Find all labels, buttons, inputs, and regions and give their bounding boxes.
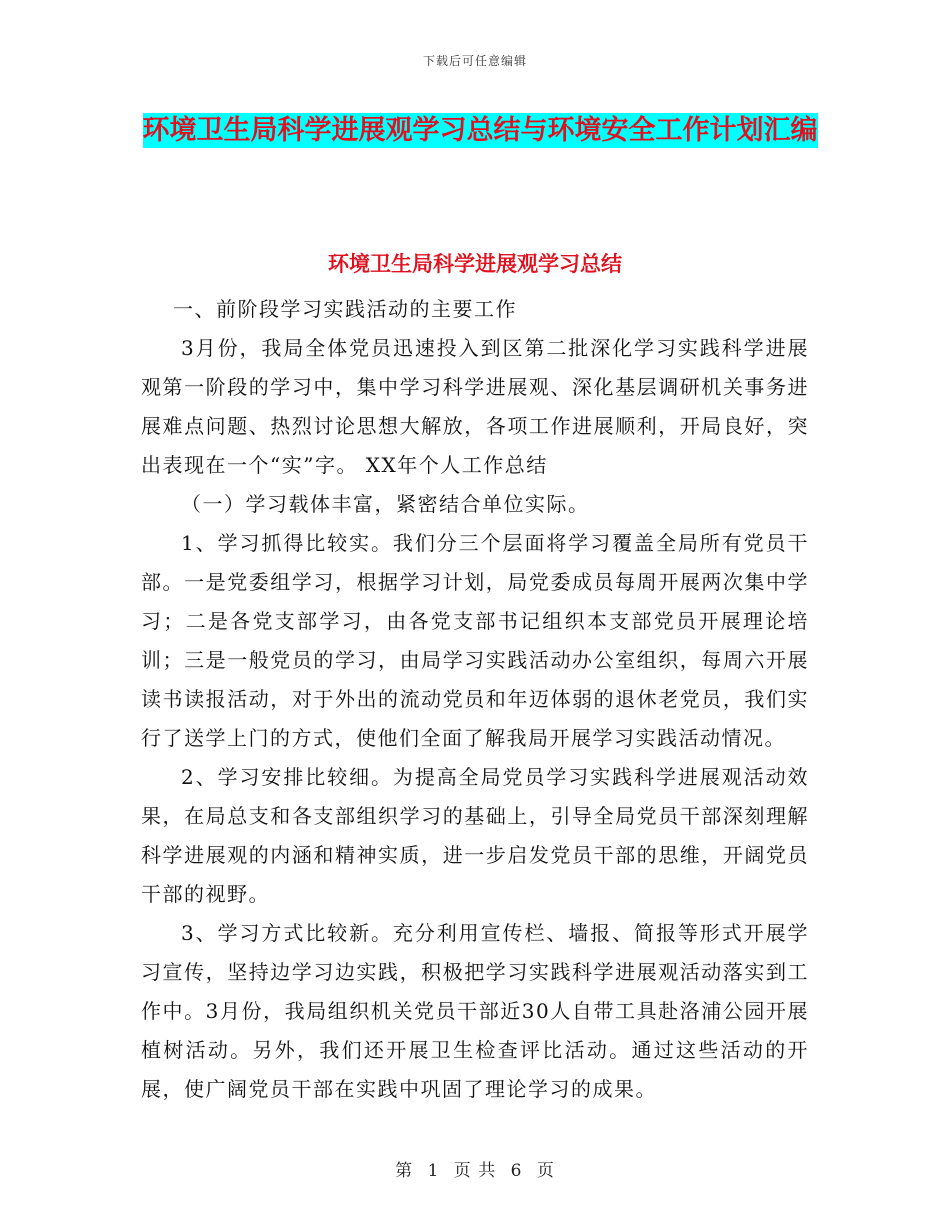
page-header-note: 下载后可任意编辑 xyxy=(422,54,527,68)
page-footer xyxy=(0,1156,950,1181)
paragraph-heading: 一、前阶段学习实践活动的主要工作 xyxy=(173,297,517,321)
paragraph: 3、学习方式比较新。充分利用宣传栏、墙报、简报等形式开展学习宣传，坚持边学习边实践，积极把学习实践科学进展观活动落实到工作中。3月份，我局组织机关党员干部近30人自带工具赴洛浦公园开展植树活动。另外，我们还开展卫生检查评比活动。通过这些活动的开展，使广阔党员干部在实践中巩固了理论学习的成果。 xyxy=(141,921,809,1101)
footer-middle: 页 共 xyxy=(453,1161,497,1181)
footer-prefix: 第 xyxy=(395,1161,414,1181)
footer-total-pages: 6 xyxy=(510,1161,523,1181)
document-body xyxy=(141,290,809,1109)
section-title: 环境卫生局科学进展观学习总结 xyxy=(328,252,622,276)
paragraph: 2、学习安排比较细。为提高全局党员学习实践科学进展观活动效果，在局总支和各支部组织学习的基础上，引导全局党员干部深刻理解科学进展观的内涵和精神实质，进一步启发党员干部的思维，开阔党员干部的视野。 xyxy=(141,765,809,906)
document-title xyxy=(140,108,820,154)
footer-suffix: 页 xyxy=(536,1161,555,1181)
paragraph: 3月份，我局全体党员迅速投入到区第二批深化学习实践科学进展观第一阶段的学习中，集中学习科学进展观、深化基层调研机关事务进展难点问题、热烈讨论思想大解放，各项工作进展顺利，开局良好，突出表现在一个“实”字。 XX年个人工作总结 xyxy=(141,336,809,477)
footer-page-number: 1 xyxy=(427,1161,440,1181)
paragraph: 1、学习抓得比较实。我们分三个层面将学习覆盖全局所有党员干部。一是党委组学习，根据学习计划，局党委成员每周开展两次集中学习；二是各党支部学习，由各党支部书记组织本支部党员开展理论培训；三是一般党员的学习，由局学习实践活动办公室组织，每周六开展读书读报活动，对于外出的流动党员和年迈体弱的退休老党员，我们实行了送学上门的方式，使他们全面了解我局开展学习实践活动情况。 xyxy=(141,531,809,750)
document-title-highlight: 环境卫生局科学进展观学习总结与环境安全工作计划汇编 xyxy=(142,115,818,146)
paragraph-subheading: （一）学习载体丰富，紧密结合单位实际。 xyxy=(181,492,590,516)
